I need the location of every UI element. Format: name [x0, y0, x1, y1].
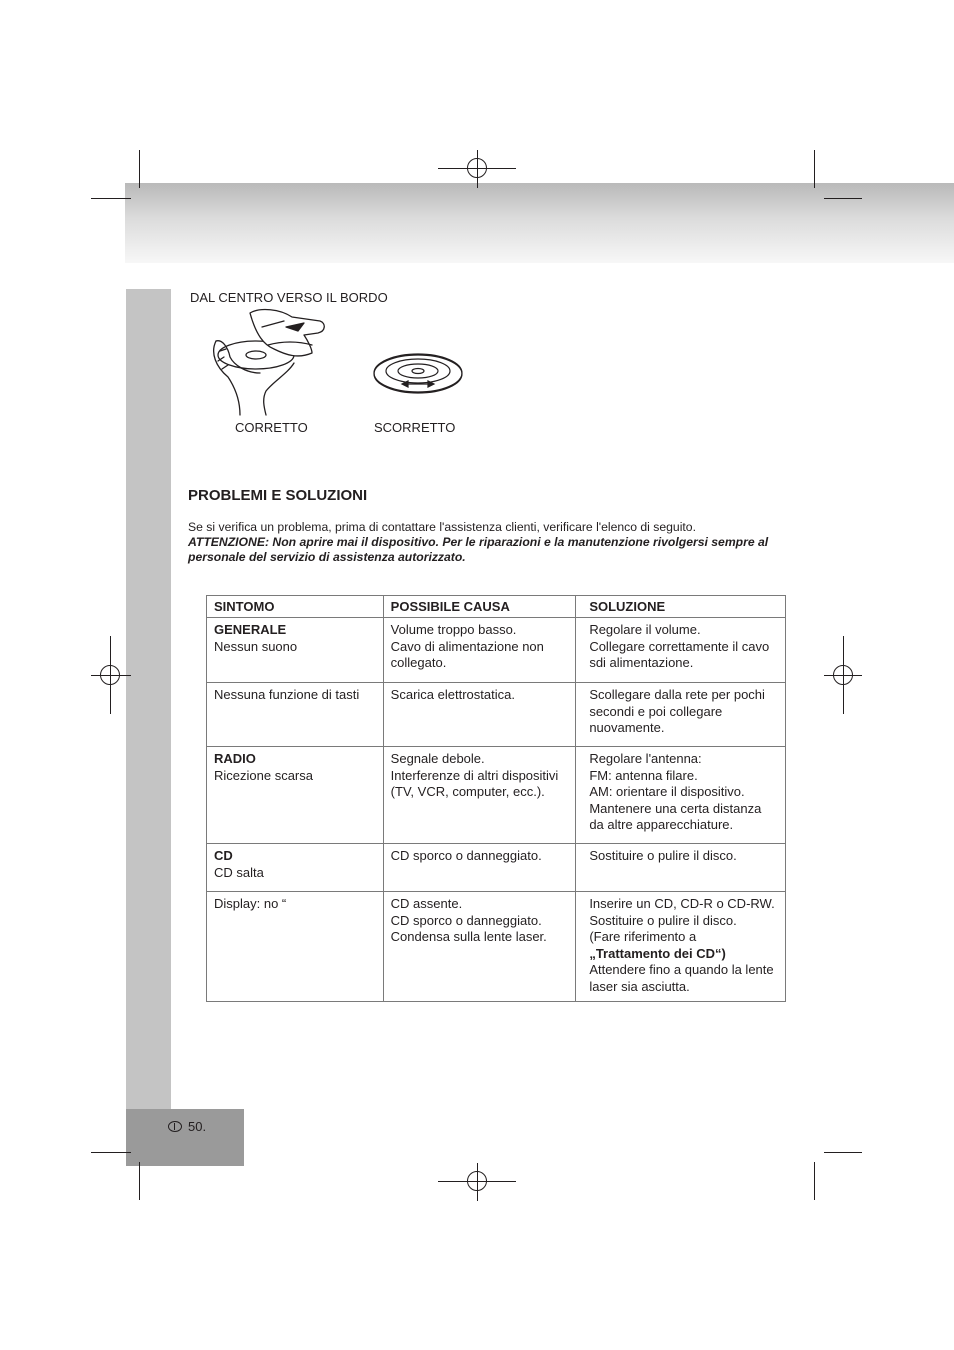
solution-cell [576, 844, 786, 892]
symptom-cell [207, 618, 384, 683]
disc-care-heading: DAL CENTRO VERSO IL BORDO [190, 290, 388, 305]
solution-text: secondi e poi collegare [589, 703, 723, 719]
header-band [125, 183, 954, 263]
crop-mark [824, 198, 862, 199]
solution-text: Collegare correttamente il cavo [589, 638, 770, 654]
disc-cleaning-correct-illustration [208, 305, 330, 417]
disc-cleaning-incorrect-illustration [372, 351, 464, 395]
solution-text: sdi alimentazione. [589, 655, 694, 670]
cause-text: CD assente. [390, 896, 463, 911]
cause-cell [383, 747, 576, 844]
table-row [207, 747, 786, 844]
solution-text: Scollegare dalla rete per pochi [589, 687, 765, 702]
column-header-solution: SOLUZIONE [576, 596, 786, 618]
table-row [207, 844, 786, 892]
category-label: CD [214, 848, 233, 863]
page-number [168, 1119, 206, 1134]
solution-text: Regolare l'antenna: [589, 751, 702, 766]
cause-text: (TV, VCR, computer, ecc.). [390, 784, 545, 799]
solution-text: Sostituire o pulire il disco. [589, 912, 737, 928]
solution-text: (Fare riferimento a [589, 929, 697, 944]
solution-text: Attendere fino a quando la lente [589, 962, 774, 977]
symptom-cell [207, 844, 384, 892]
crop-mark [139, 1162, 140, 1200]
solution-text: nuovamente. [589, 720, 665, 735]
crop-mark [139, 150, 140, 188]
troubleshooting-table [206, 595, 786, 1002]
cause-text: Segnale debole. [390, 751, 485, 766]
intro-text [188, 520, 828, 565]
incorrect-label: SCORRETTO [374, 420, 456, 435]
cause-text: Volume troppo basso. [390, 622, 517, 637]
solution-text: FM: antenna filare. [589, 767, 698, 783]
registration-mark [467, 158, 487, 178]
solution-text: Regolare il volume. [589, 622, 701, 637]
crop-mark [824, 1152, 862, 1153]
crop-mark [814, 1162, 815, 1200]
symptom-text: Ricezione scarsa [214, 767, 313, 783]
category-label: GENERALE [214, 622, 287, 637]
warning-line: personale del servizio di assistenza autorizzato. [188, 550, 466, 564]
cause-text: Interferenze di altri dispositivi [390, 767, 559, 783]
symptom-cell [207, 683, 384, 747]
table-row [207, 618, 786, 683]
cause-text: collegato. [390, 655, 447, 670]
cause-text: Cavo di alimentazione non [390, 638, 544, 654]
page-number-box [126, 1109, 244, 1166]
category-label: RADIO [214, 751, 256, 766]
correct-label: CORRETTO [235, 420, 308, 435]
symptom-cell [207, 892, 384, 1002]
table-header-row [207, 596, 786, 618]
solution-text: Sostituire o pulire il disco. [589, 848, 737, 863]
registration-mark [100, 665, 120, 685]
intro-line: Se si verifica un problema, prima di contattare l'assistenza clienti, verificare l'elenco di seguito. [188, 520, 696, 534]
warning-line: ATTENZIONE: Non aprire mai il dispositivo. Per le riparazioni e la manutenzione rivolgersi sempre al [188, 535, 769, 549]
solution-text: da altre apparecchiature. [589, 817, 734, 832]
registration-mark [467, 1171, 487, 1191]
symptom-text: Nessun suono [214, 638, 298, 654]
solution-text: Inserire un CD, CD-R o CD-RW. [589, 896, 775, 911]
table-row [207, 683, 786, 747]
side-bar [126, 289, 171, 1109]
symptom-text: Display: no “ [214, 896, 287, 911]
table-row [207, 892, 786, 1002]
cause-text: CD sporco o danneggiato. [390, 912, 542, 928]
cause-text: Condensa sulla lente laser. [390, 929, 547, 944]
cause-cell [383, 683, 576, 747]
cause-text: Scarica elettrostatica. [390, 687, 515, 702]
column-header-symptom: SINTOMO [207, 596, 384, 618]
symptom-text: Nessuna funzione di tasti [214, 687, 360, 702]
solution-text: Mantenere una certa distanza [589, 800, 762, 816]
cause-cell [383, 844, 576, 892]
registration-mark [833, 665, 853, 685]
symptom-cell [207, 747, 384, 844]
crop-mark [91, 198, 131, 199]
cause-cell [383, 618, 576, 683]
solution-cell [576, 618, 786, 683]
symptom-text: CD salta [214, 864, 264, 880]
solution-text: AM: orientare il dispositivo. [589, 784, 745, 799]
section-title: PROBLEMI E SOLUZIONI [188, 487, 368, 504]
language-italian-icon [168, 1121, 182, 1132]
solution-text: laser sia asciutta. [589, 978, 690, 994]
solution-cell [576, 892, 786, 1002]
page-number-text: 50. [188, 1119, 207, 1134]
solution-reference-text: „Trattamento dei CD“) [589, 945, 726, 961]
cause-text: CD sporco o danneggiato. [390, 848, 542, 863]
crop-mark [814, 150, 815, 188]
crop-mark [91, 1152, 131, 1153]
solution-cell [576, 683, 786, 747]
solution-cell [576, 747, 786, 844]
cause-cell [383, 892, 576, 1002]
column-header-cause: POSSIBILE CAUSA [383, 596, 576, 618]
